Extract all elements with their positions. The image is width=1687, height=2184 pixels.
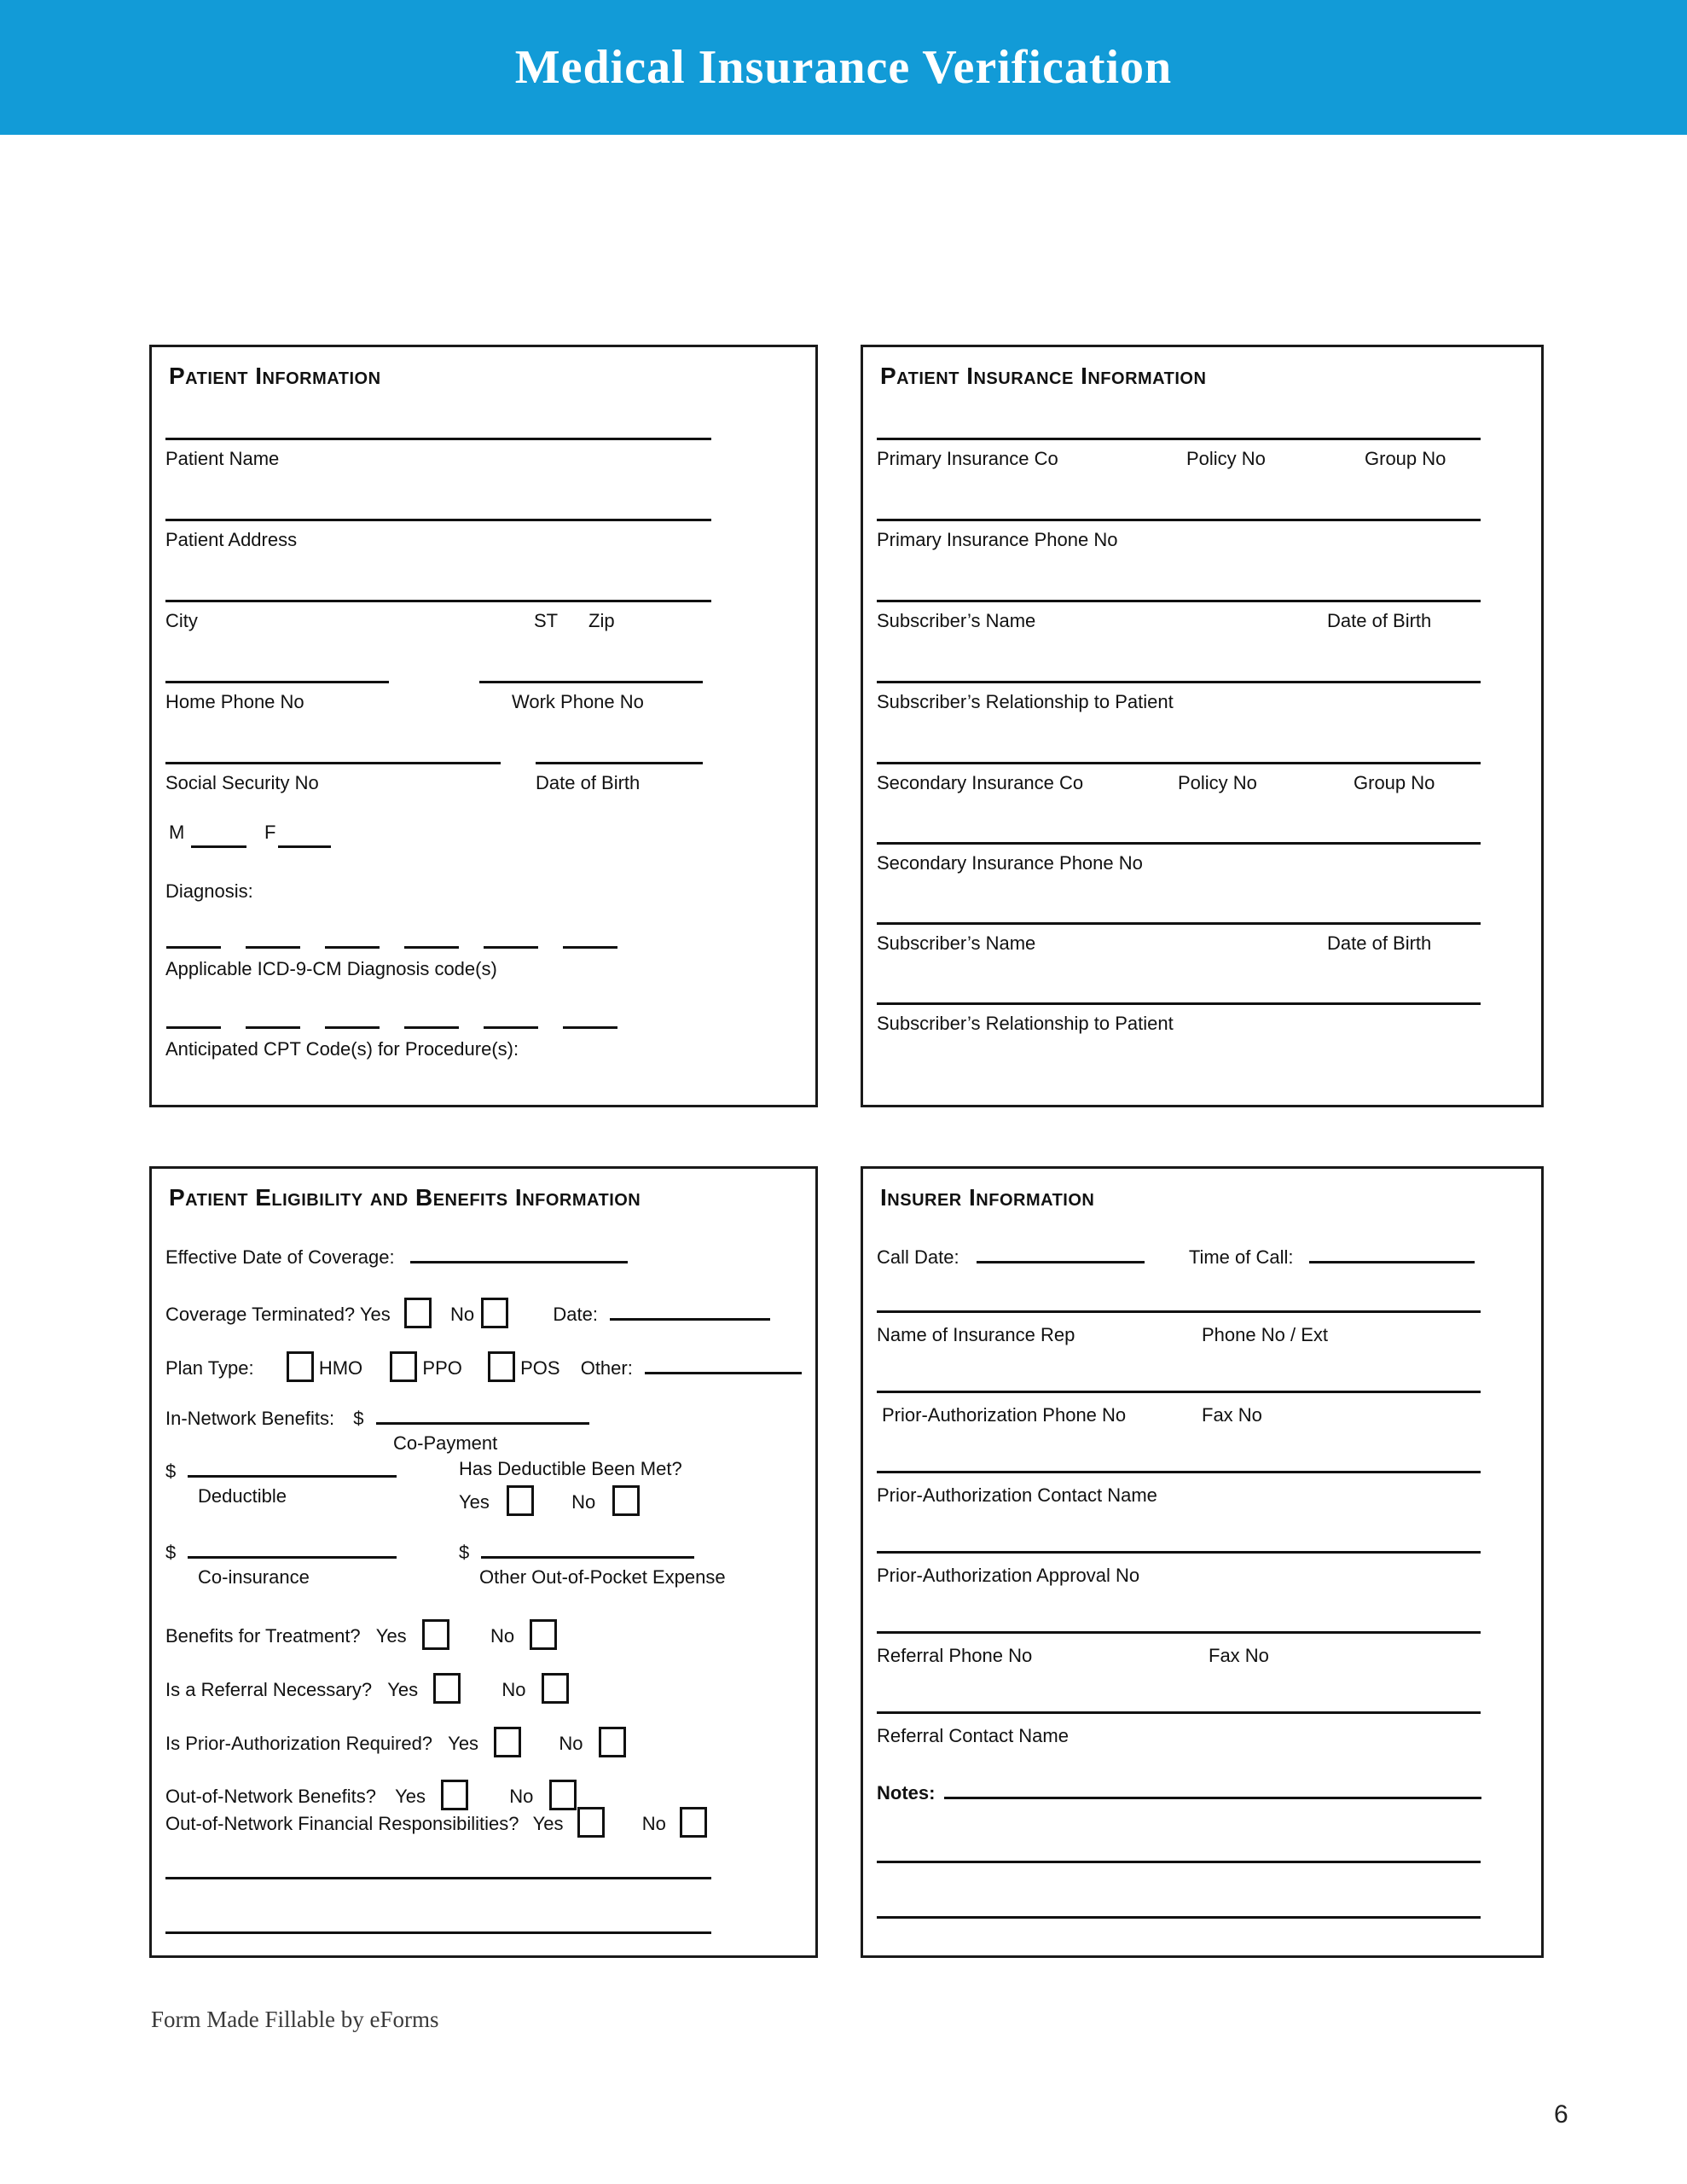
oon-financial-yes-label: Yes: [532, 1813, 564, 1834]
deductible-met-no-checkbox[interactable]: [612, 1485, 640, 1516]
dob-line[interactable]: [536, 762, 703, 764]
plan-type-pos-checkbox[interactable]: [488, 1351, 515, 1382]
plan-type-other-label: Other:: [580, 1357, 633, 1379]
referral-necessary-yes-checkbox[interactable]: [433, 1673, 461, 1704]
oon-benefits-label: Out-of-Network Benefits?: [165, 1786, 376, 1807]
secondary-insurance-line[interactable]: [877, 762, 1481, 764]
patient-address-label: Patient Address: [165, 529, 298, 550]
referral-phone-label: Referral Phone No: [877, 1645, 1033, 1666]
plan-type-other-line[interactable]: [645, 1355, 802, 1374]
city-label: City: [165, 610, 198, 631]
coverage-terminated-no-label: No: [450, 1304, 475, 1325]
prior-auth-required-label: Is Prior-Authorization Required?: [165, 1733, 433, 1754]
page-number: 6: [1554, 2100, 1568, 2129]
icd-code-slot-3[interactable]: [325, 946, 380, 949]
referral-necessary-label: Is a Referral Necessary?: [165, 1679, 373, 1700]
plan-type-ppo-checkbox[interactable]: [390, 1351, 417, 1382]
oon-benefits-yes-checkbox[interactable]: [441, 1780, 468, 1810]
oon-benefits-yes-label: Yes: [395, 1786, 426, 1807]
primary-subscriber-name-line[interactable]: [877, 600, 1481, 602]
icd-code-slot-5[interactable]: [484, 946, 538, 949]
ssn-label: Social Security No: [165, 772, 319, 793]
secondary-insurance-phone-label: Secondary Insurance Phone No: [877, 852, 1143, 874]
primary-insurance-co-label: Primary Insurance Co: [877, 448, 1058, 469]
patient-information-title: Patient Information: [169, 363, 381, 389]
oon-financial-label: Out-of-Network Financial Responsibilities?: [165, 1813, 519, 1834]
co-insurance-dollar-sign: $: [165, 1542, 177, 1563]
in-network-benefits-label: In-Network Benefits:: [165, 1408, 335, 1429]
benefits-treatment-yes-checkbox[interactable]: [422, 1619, 449, 1650]
referral-fax-label: Fax No: [1209, 1645, 1269, 1666]
secondary-insurance-phone-line[interactable]: [877, 842, 1481, 845]
female-label: F: [264, 822, 276, 843]
work-phone-line[interactable]: [479, 681, 703, 683]
home-phone-label: Home Phone No: [165, 691, 304, 712]
prior-auth-contact-line[interactable]: [877, 1471, 1481, 1473]
insurance-rep-name-label: Name of Insurance Rep: [877, 1324, 1075, 1345]
icd-label: Applicable ICD-9-CM Diagnosis code(s): [165, 958, 497, 979]
form-credit-text: Form Made Fillable by eForms: [151, 2007, 439, 2032]
secondary-insurance-co-label: Secondary Insurance Co: [877, 772, 1084, 793]
co-payment-label: Co-Payment: [393, 1432, 498, 1454]
rep-phone-ext-label: Phone No / Ext: [1202, 1324, 1328, 1345]
work-phone-label: Work Phone No: [512, 691, 644, 712]
referral-necessary-no-label: No: [501, 1679, 526, 1700]
pos-label: POS: [520, 1357, 560, 1379]
cpt-code-slot-1[interactable]: [166, 1026, 221, 1029]
referral-phone-line[interactable]: [877, 1631, 1481, 1634]
co-payment-line[interactable]: [376, 1405, 589, 1425]
coverage-terminated-no-checkbox[interactable]: [481, 1298, 508, 1328]
primary-policy-no-label: Policy No: [1186, 448, 1266, 469]
time-of-call-line[interactable]: [1309, 1244, 1475, 1263]
primary-insurance-phone-label: Primary Insurance Phone No: [877, 529, 1118, 550]
deductible-met-no-label: No: [571, 1491, 596, 1513]
patient-information-box: [149, 345, 818, 1107]
coverage-terminated-yes-checkbox[interactable]: [404, 1298, 432, 1328]
benefits-treatment-no-checkbox[interactable]: [530, 1619, 557, 1650]
effective-date-label: Effective Date of Coverage:: [165, 1246, 395, 1268]
city-st-zip-line[interactable]: [165, 600, 711, 602]
cpt-code-slot-5[interactable]: [484, 1026, 538, 1029]
effective-date-line[interactable]: [410, 1244, 628, 1263]
oon-financial-yes-checkbox[interactable]: [577, 1807, 605, 1838]
prior-auth-required-yes-label: Yes: [448, 1733, 479, 1754]
secondary-subscriber-name-line[interactable]: [877, 922, 1481, 925]
home-phone-line[interactable]: [165, 681, 389, 683]
secondary-subscriber-name-label: Subscriber’s Name: [877, 932, 1036, 954]
prior-auth-approval-line[interactable]: [877, 1551, 1481, 1554]
prior-auth-required-no-checkbox[interactable]: [599, 1727, 626, 1757]
female-line[interactable]: [278, 845, 331, 848]
deductible-label: Deductible: [198, 1485, 287, 1507]
termination-date-line[interactable]: [610, 1301, 770, 1321]
primary-insurance-line[interactable]: [877, 438, 1481, 440]
other-oop-dollar-sign: $: [459, 1542, 470, 1563]
patient-insurance-information-box: [861, 345, 1544, 1107]
secondary-subscriber-relationship-label: Subscriber’s Relationship to Patient: [877, 1013, 1174, 1034]
other-oop-line[interactable]: [481, 1539, 694, 1559]
male-label: M: [169, 822, 185, 843]
primary-subscriber-dob-label: Date of Birth: [1327, 610, 1432, 631]
header-banner: [0, 0, 1687, 135]
referral-necessary-no-checkbox[interactable]: [542, 1673, 569, 1704]
plan-type-hmo-checkbox[interactable]: [287, 1351, 314, 1382]
cpt-code-slot-4[interactable]: [404, 1026, 459, 1029]
primary-subscriber-name-label: Subscriber’s Name: [877, 610, 1036, 631]
secondary-policy-no-label: Policy No: [1178, 772, 1257, 793]
referral-necessary-yes-label: Yes: [387, 1679, 419, 1700]
patient-insurance-information-title: Patient Insurance Information: [880, 363, 1207, 389]
cpt-code-slot-3[interactable]: [325, 1026, 380, 1029]
deductible-line[interactable]: [188, 1458, 397, 1478]
primary-subscriber-relationship-line[interactable]: [877, 681, 1481, 683]
benefits-treatment-label: Benefits for Treatment?: [165, 1625, 361, 1647]
oon-financial-no-checkbox[interactable]: [680, 1807, 707, 1838]
icd-code-slot-2[interactable]: [246, 946, 300, 949]
co-insurance-label: Co-insurance: [198, 1566, 310, 1588]
ssn-line[interactable]: [165, 762, 501, 764]
prior-auth-phone-line[interactable]: [877, 1391, 1481, 1393]
termination-date-label: Date:: [553, 1304, 598, 1325]
plan-type-label: Plan Type:: [165, 1357, 254, 1379]
deductible-met-label: Has Deductible Been Met?: [459, 1458, 682, 1479]
icd-code-slot-6[interactable]: [563, 946, 617, 949]
st-label: ST: [534, 610, 559, 631]
secondary-group-no-label: Group No: [1354, 772, 1435, 793]
male-line[interactable]: [191, 845, 246, 848]
notes-label: Notes:: [877, 1782, 936, 1804]
deductible-met-yes-checkbox[interactable]: [507, 1485, 534, 1516]
deductible-met-yes-label: Yes: [459, 1491, 490, 1513]
patient-address-line[interactable]: [165, 519, 711, 521]
cpt-label: Anticipated CPT Code(s) for Procedure(s):: [165, 1038, 519, 1060]
time-of-call-label: Time of Call:: [1188, 1246, 1294, 1268]
deductible-dollar-sign: $: [165, 1461, 177, 1482]
dob-label: Date of Birth: [536, 772, 641, 793]
prior-auth-phone-label: Prior-Authorization Phone No: [882, 1404, 1127, 1426]
coverage-terminated-label: Coverage Terminated? Yes: [165, 1304, 391, 1325]
diagnosis-label: Diagnosis:: [165, 880, 253, 902]
co-insurance-line[interactable]: [188, 1539, 397, 1559]
call-date-line[interactable]: [977, 1244, 1145, 1263]
insurance-rep-line[interactable]: [877, 1310, 1481, 1313]
prior-auth-contact-label: Prior-Authorization Contact Name: [877, 1484, 1157, 1506]
other-oop-label: Other Out-of-Pocket Expense: [479, 1566, 726, 1588]
co-payment-dollar-sign: $: [353, 1408, 364, 1429]
call-date-label: Call Date:: [877, 1246, 959, 1268]
patient-name-label: Patient Name: [165, 448, 280, 469]
insurer-information-title: Insurer Information: [880, 1184, 1095, 1211]
oon-benefits-no-checkbox[interactable]: [549, 1780, 577, 1810]
cpt-code-slot-2[interactable]: [246, 1026, 300, 1029]
referral-contact-line[interactable]: [877, 1711, 1481, 1714]
oon-financial-no-label: No: [641, 1813, 666, 1834]
prior-auth-approval-label: Prior-Authorization Approval No: [877, 1565, 1140, 1586]
prior-auth-required-yes-checkbox[interactable]: [494, 1727, 521, 1757]
benefits-treatment-no-label: No: [490, 1625, 515, 1647]
eligibility-notes-line-2[interactable]: [165, 1931, 711, 1934]
icd-code-slot-1[interactable]: [166, 946, 221, 949]
hmo-label: HMO: [318, 1357, 363, 1379]
eligibility-notes-line-1[interactable]: [165, 1877, 711, 1879]
ppo-label: PPO: [422, 1357, 462, 1379]
cpt-code-slot-6[interactable]: [563, 1026, 617, 1029]
eligibility-benefits-title: Patient Eligibility and Benefits Information: [169, 1184, 641, 1211]
secondary-subscriber-dob-label: Date of Birth: [1327, 932, 1432, 954]
prior-auth-required-no-label: No: [559, 1733, 583, 1754]
benefits-treatment-yes-label: Yes: [375, 1625, 407, 1647]
primary-group-no-label: Group No: [1365, 448, 1446, 469]
insurer-information-box: [861, 1166, 1544, 1958]
insurer-notes-line-1[interactable]: [877, 1861, 1481, 1863]
oon-benefits-no-label: No: [509, 1786, 534, 1807]
patient-name-line[interactable]: [165, 438, 711, 440]
referral-contact-label: Referral Contact Name: [877, 1725, 1069, 1746]
primary-insurance-phone-line[interactable]: [877, 519, 1481, 521]
page-title: Medical Insurance Verification: [514, 41, 1173, 94]
icd-code-slot-4[interactable]: [404, 946, 459, 949]
eligibility-benefits-box: [149, 1166, 818, 1958]
prior-auth-fax-label: Fax No: [1202, 1404, 1262, 1426]
secondary-subscriber-relationship-line[interactable]: [877, 1002, 1481, 1005]
zip-label: Zip: [588, 610, 615, 631]
notes-line[interactable]: [944, 1780, 1481, 1799]
primary-subscriber-relationship-label: Subscriber’s Relationship to Patient: [877, 691, 1174, 712]
insurer-notes-line-2[interactable]: [877, 1916, 1481, 1919]
